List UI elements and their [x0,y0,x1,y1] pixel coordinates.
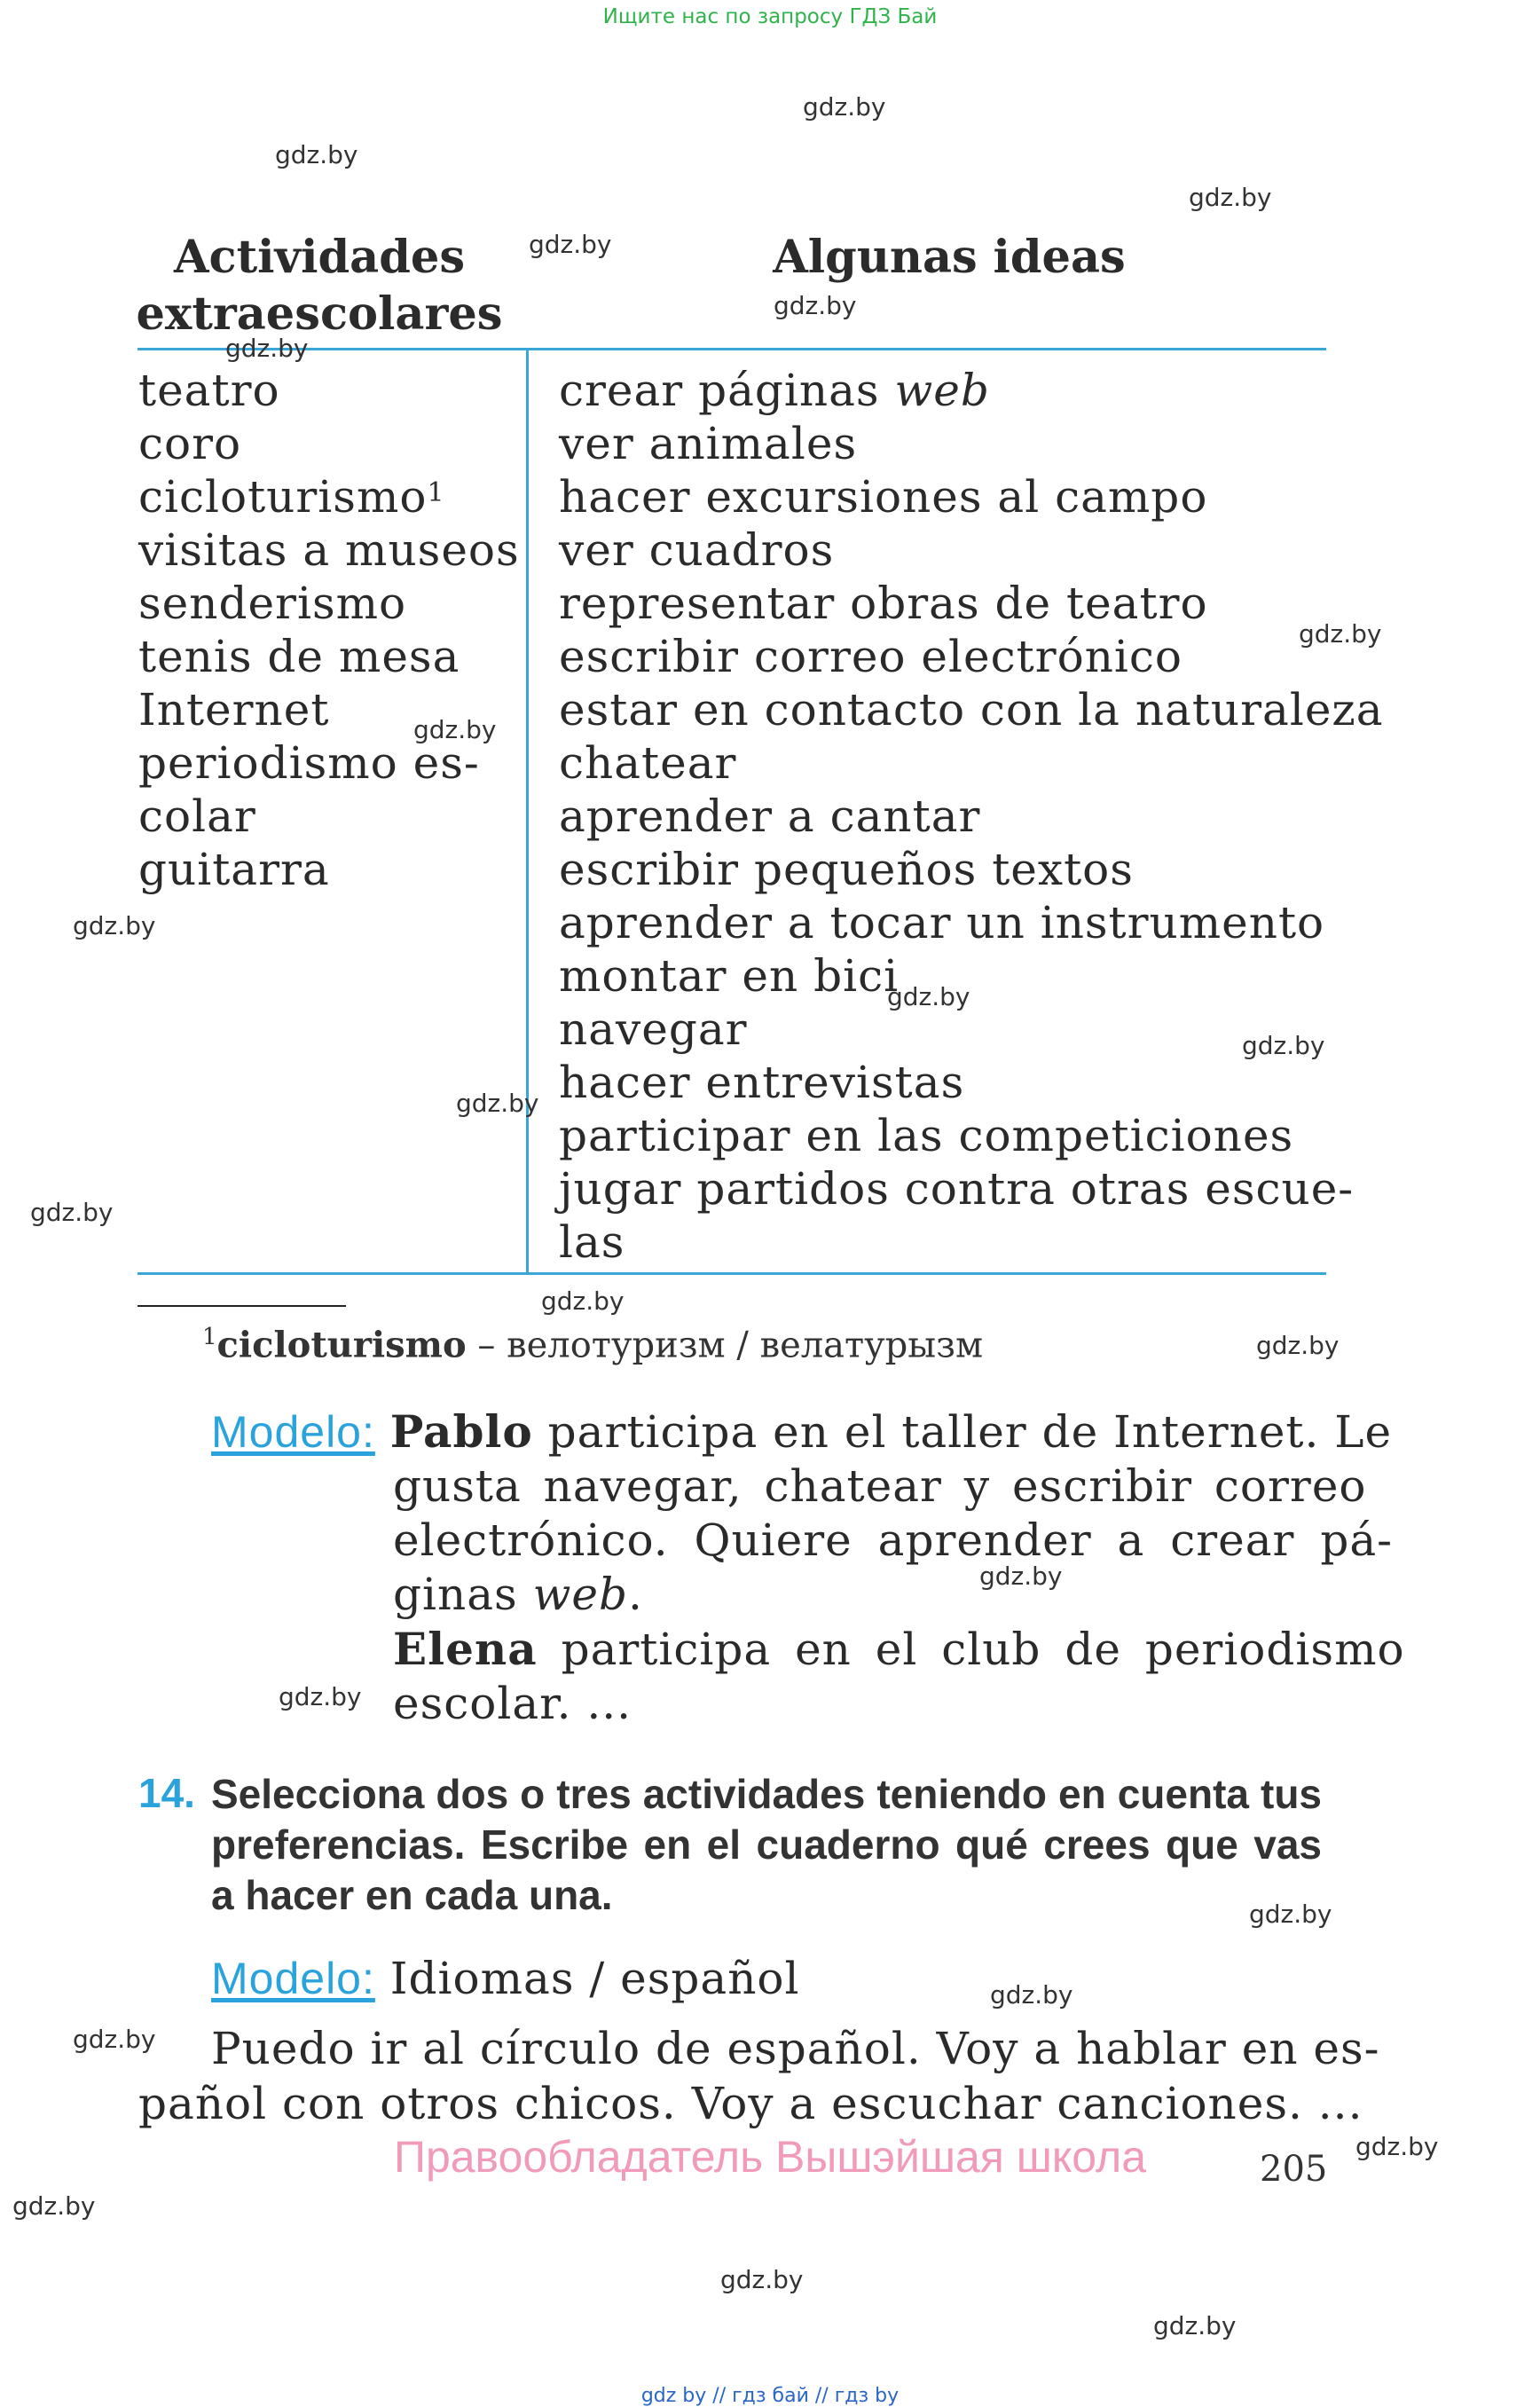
watermark: gdz.by [774,291,857,320]
modelo-2-line: Puedo ir al círculo de español. Voy a hablar en es- [211,2023,1380,2074]
watermark: gdz.by [1242,1031,1325,1060]
modelo-1-label: Modelo: [211,1407,375,1457]
list-item: aprender a tocar un instrumento [559,897,1325,948]
list-item: tenis de mesa [138,631,460,682]
modelo-2-heading [211,1952,800,2006]
watermark: gdz.by [803,92,886,122]
watermark: gdz.by [275,140,358,169]
list-item: estar en contacto con la naturaleza [559,684,1384,735]
modelo-1-line: gusta navegar, chatear y escribir correo [393,1460,1367,1512]
watermark: gdz.by [1355,2132,1439,2161]
list-item: participar en las competiciones [559,1110,1294,1161]
watermark: gdz.by [225,334,309,363]
list-item: teatro [138,365,280,416]
watermark: gdz.by [887,982,970,1011]
watermark: gdz.by [1256,1331,1340,1360]
modelo-1-line: escolar. ... [393,1678,632,1729]
footnote [202,1324,983,1365]
list-item: navegar [559,1003,748,1055]
watermark: gdz.by [979,1561,1063,1591]
list-item: escribir correo electrónico [559,631,1183,682]
header-activities-line1: Actividades [173,231,466,284]
watermark: gdz.by [1189,183,1272,212]
modelo-1-line [211,1622,1405,1677]
ideas-list [559,364,1384,1269]
modelo-1-italic-web: web [532,1569,628,1620]
list-item [138,470,520,523]
watermark: gdz.by [413,715,497,744]
watermark: gdz.by [529,230,612,259]
idea-text: crear páginas [559,365,895,416]
idea-italic-web: web [894,365,990,416]
modelo-1-text: . [627,1569,643,1620]
bottom-links[interactable]: gdz by // гдз бай // гдз by [640,2385,900,2407]
list-item: hacer excursiones al campo [559,471,1208,523]
modelo-1-text: participa en el club de periodismo [537,1624,1405,1675]
modelo-1-text: ginas [393,1569,533,1620]
page-number: 205 [1260,2149,1328,2190]
watermark: gdz.by [990,1980,1073,2010]
student-name-elena: Elena [393,1623,538,1675]
table-column-divider [526,349,529,1273]
list-item [559,364,1384,417]
modelo-1-block [211,1404,1405,1731]
list-item: aprender a cantar [559,791,981,842]
watermark: gdz.by [456,1089,539,1118]
footnote-rule [138,1305,346,1307]
header-activities [133,229,506,342]
watermark: gdz.by [1299,619,1382,649]
table-bottom-rule [138,1272,1326,1275]
footnote-marker: 1 [427,477,445,508]
header-ideas: Algunas ideas [773,231,1126,284]
modelo-2-label: Modelo: [211,1954,375,2003]
footnote-translation: – велотуризм / велатурызм [466,1325,984,1366]
list-item: chatear [559,737,737,789]
modelo-1-line [211,1404,1393,1459]
watermark: gdz.by [73,2025,156,2054]
watermark: gdz.by [720,2265,804,2294]
list-item: montar en bici [559,950,900,1002]
watermark: gdz.by [73,911,156,940]
watermark: gdz.by [1249,1900,1332,1929]
watermark: gdz.by [12,2191,96,2221]
list-item: Internet [138,684,330,735]
header-activities-line2: extraescolares [136,287,503,341]
task-number: 14. [138,1770,195,1816]
top-banner[interactable]: Ищите нас по запросу ГДЗ Бай [602,5,938,28]
rights-holder: Правообладатель Вышэйшая школа [394,2132,1146,2182]
list-item: ver animales [559,418,858,469]
student-name-pablo: Pablo [389,1405,533,1458]
task-14-text: Selecciona dos o tres actividades teniendo en cuenta tus preferencias. Escribe en el cuaderno qué crees que vas a hacer en cada una. [211,1771,1322,1918]
list-item: escribir pequeños textos [559,844,1134,895]
watermark: gdz.by [1153,2311,1237,2340]
list-item: representar obras de teatro [559,578,1208,629]
list-item: ver cuadros [559,524,835,576]
list-item: jugar partidos contra otras escue- [559,1163,1355,1215]
table-top-rule [138,348,1326,350]
modelo-1-line: electrónico. Quiere aprender a crear pá- [393,1514,1394,1566]
modelo-2-heading-text: Idiomas / español [374,1953,800,2004]
footnote-term: cicloturismo [216,1324,467,1366]
list-item: periodismo es- [138,737,480,789]
modelo-1-text: participa en el taller de Internet. Le [532,1406,1393,1458]
modelo-2-line: pañol con otros chicos. Voy a escuchar canciones. ... [138,2078,1363,2129]
list-item: guitarra [138,844,330,895]
footnote-number: 1 [202,1324,217,1350]
watermark: gdz.by [541,1286,625,1316]
list-item: las [559,1216,625,1268]
list-item: senderismo [138,578,407,629]
list-item: hacer entrevistas [559,1057,965,1108]
list-item: visitas a museos [138,524,520,576]
list-item: coro [138,418,242,469]
modelo-1-line [211,1568,1329,1622]
activities-list [138,364,520,896]
watermark: gdz.by [30,1198,114,1227]
watermark: gdz.by [279,1682,362,1711]
list-item: colar [138,791,256,842]
activity-cicloturismo: cicloturismo [138,471,428,523]
